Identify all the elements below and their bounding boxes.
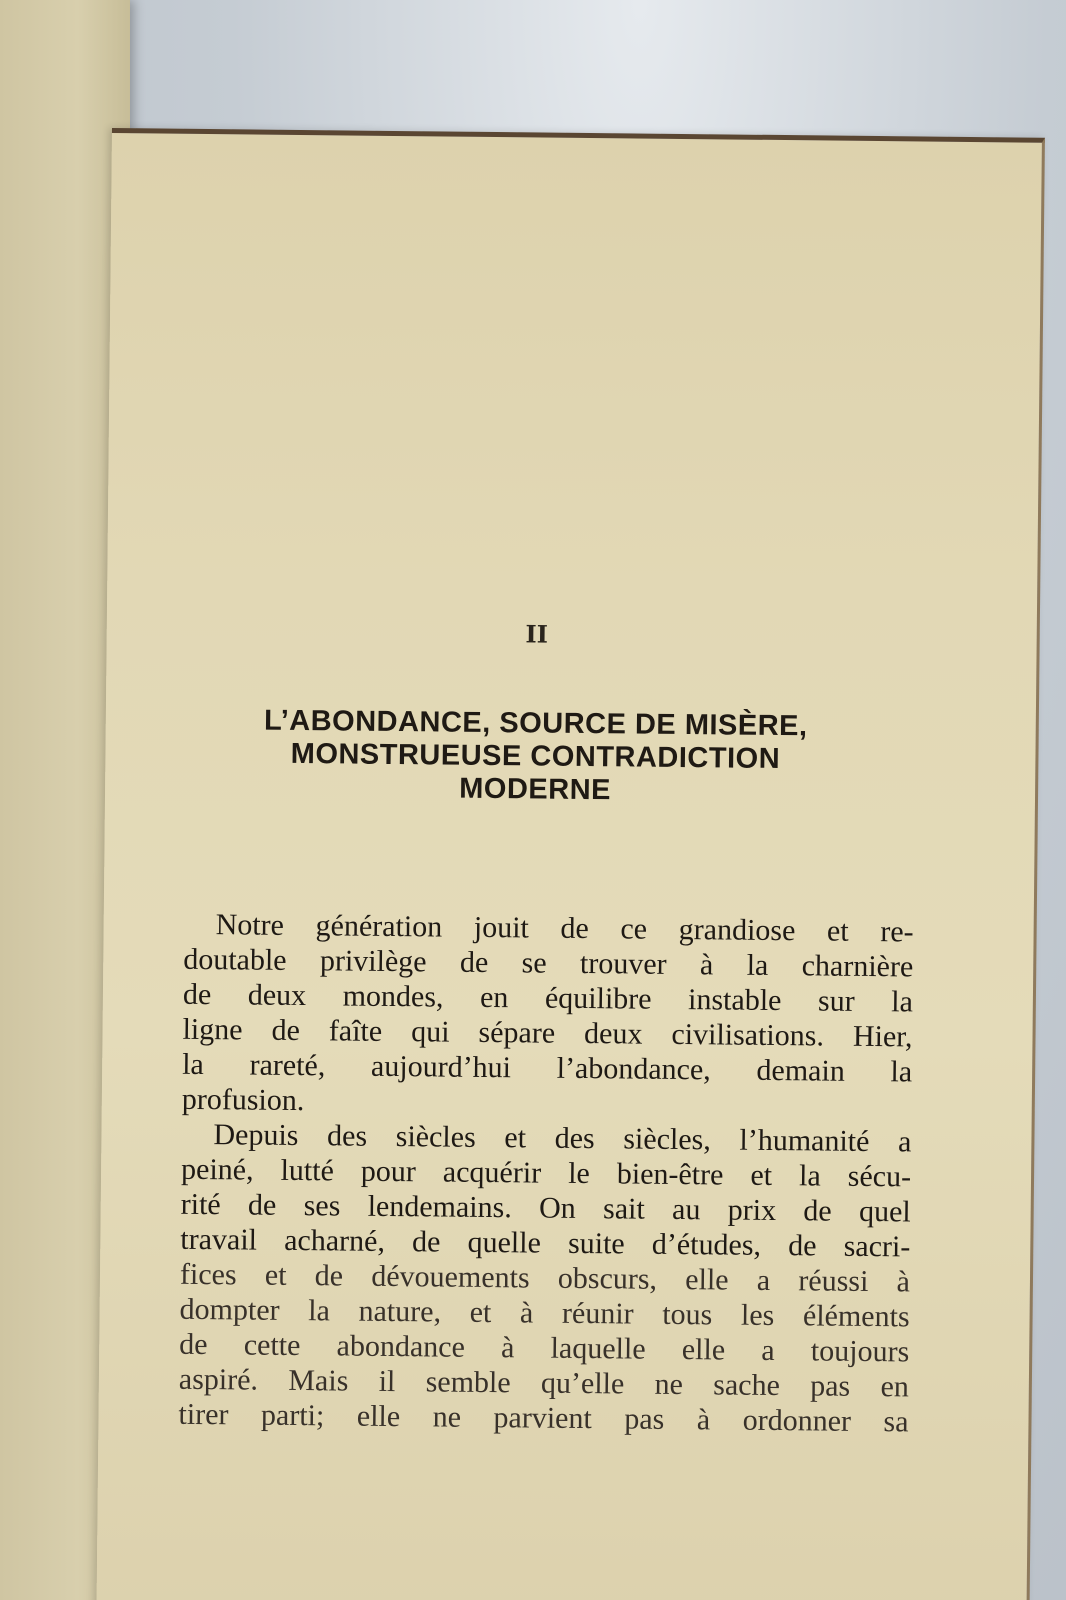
paragraph [182, 907, 914, 1125]
chapter-title-line: MONSTRUEUSE CONTRADICTION [290, 737, 781, 776]
text-line: dompter la nature, et à réunir tous les éléments [179, 1292, 910, 1334]
text-line: Notre génération jouit de ce grandiose et re- [215, 908, 914, 949]
text-line: la rareté, aujourd’hui l’abondance, demain la [182, 1047, 913, 1089]
text-line: aspiré. Mais il semble qu’elle ne sache pas en [178, 1362, 910, 1404]
text-line: travail acharné, de quelle suite d’études, de sacri- [180, 1222, 911, 1264]
paragraph [178, 1117, 911, 1440]
chapter-title-line: L’ABONDANCE, SOURCE DE MISÈRE, [263, 704, 808, 743]
chapter-title-line: MODERNE [459, 772, 612, 807]
text-line: peiné, lutté pour acquérir le bien-être et la sécu- [180, 1152, 912, 1194]
text-line: de cette abondance à laquelle elle a toujours [179, 1327, 910, 1369]
text-line: doutable privilège de se trouver à la charnière [183, 942, 914, 984]
body-text [178, 907, 913, 1440]
text-line: tirer parti; elle ne parvient pas à ordonner sa [178, 1397, 909, 1439]
text-line: ligne de faîte qui sépare deux civilisations. Hier, [182, 1012, 913, 1054]
book-page [96, 128, 1045, 1600]
text-line: Depuis des siècles et des siècles, l’humanité a [213, 1118, 912, 1159]
text-line: profusion. [181, 1082, 305, 1118]
chapter-number: II [525, 619, 549, 649]
text-line: de deux mondes, en équilibre instable sur la [182, 977, 914, 1019]
chapter-title [165, 704, 906, 811]
text-line: rité de ses lendemains. On sait au prix de quel [180, 1187, 911, 1229]
text-line: fices et de dévouements obscurs, elle a réussi à [179, 1257, 911, 1299]
